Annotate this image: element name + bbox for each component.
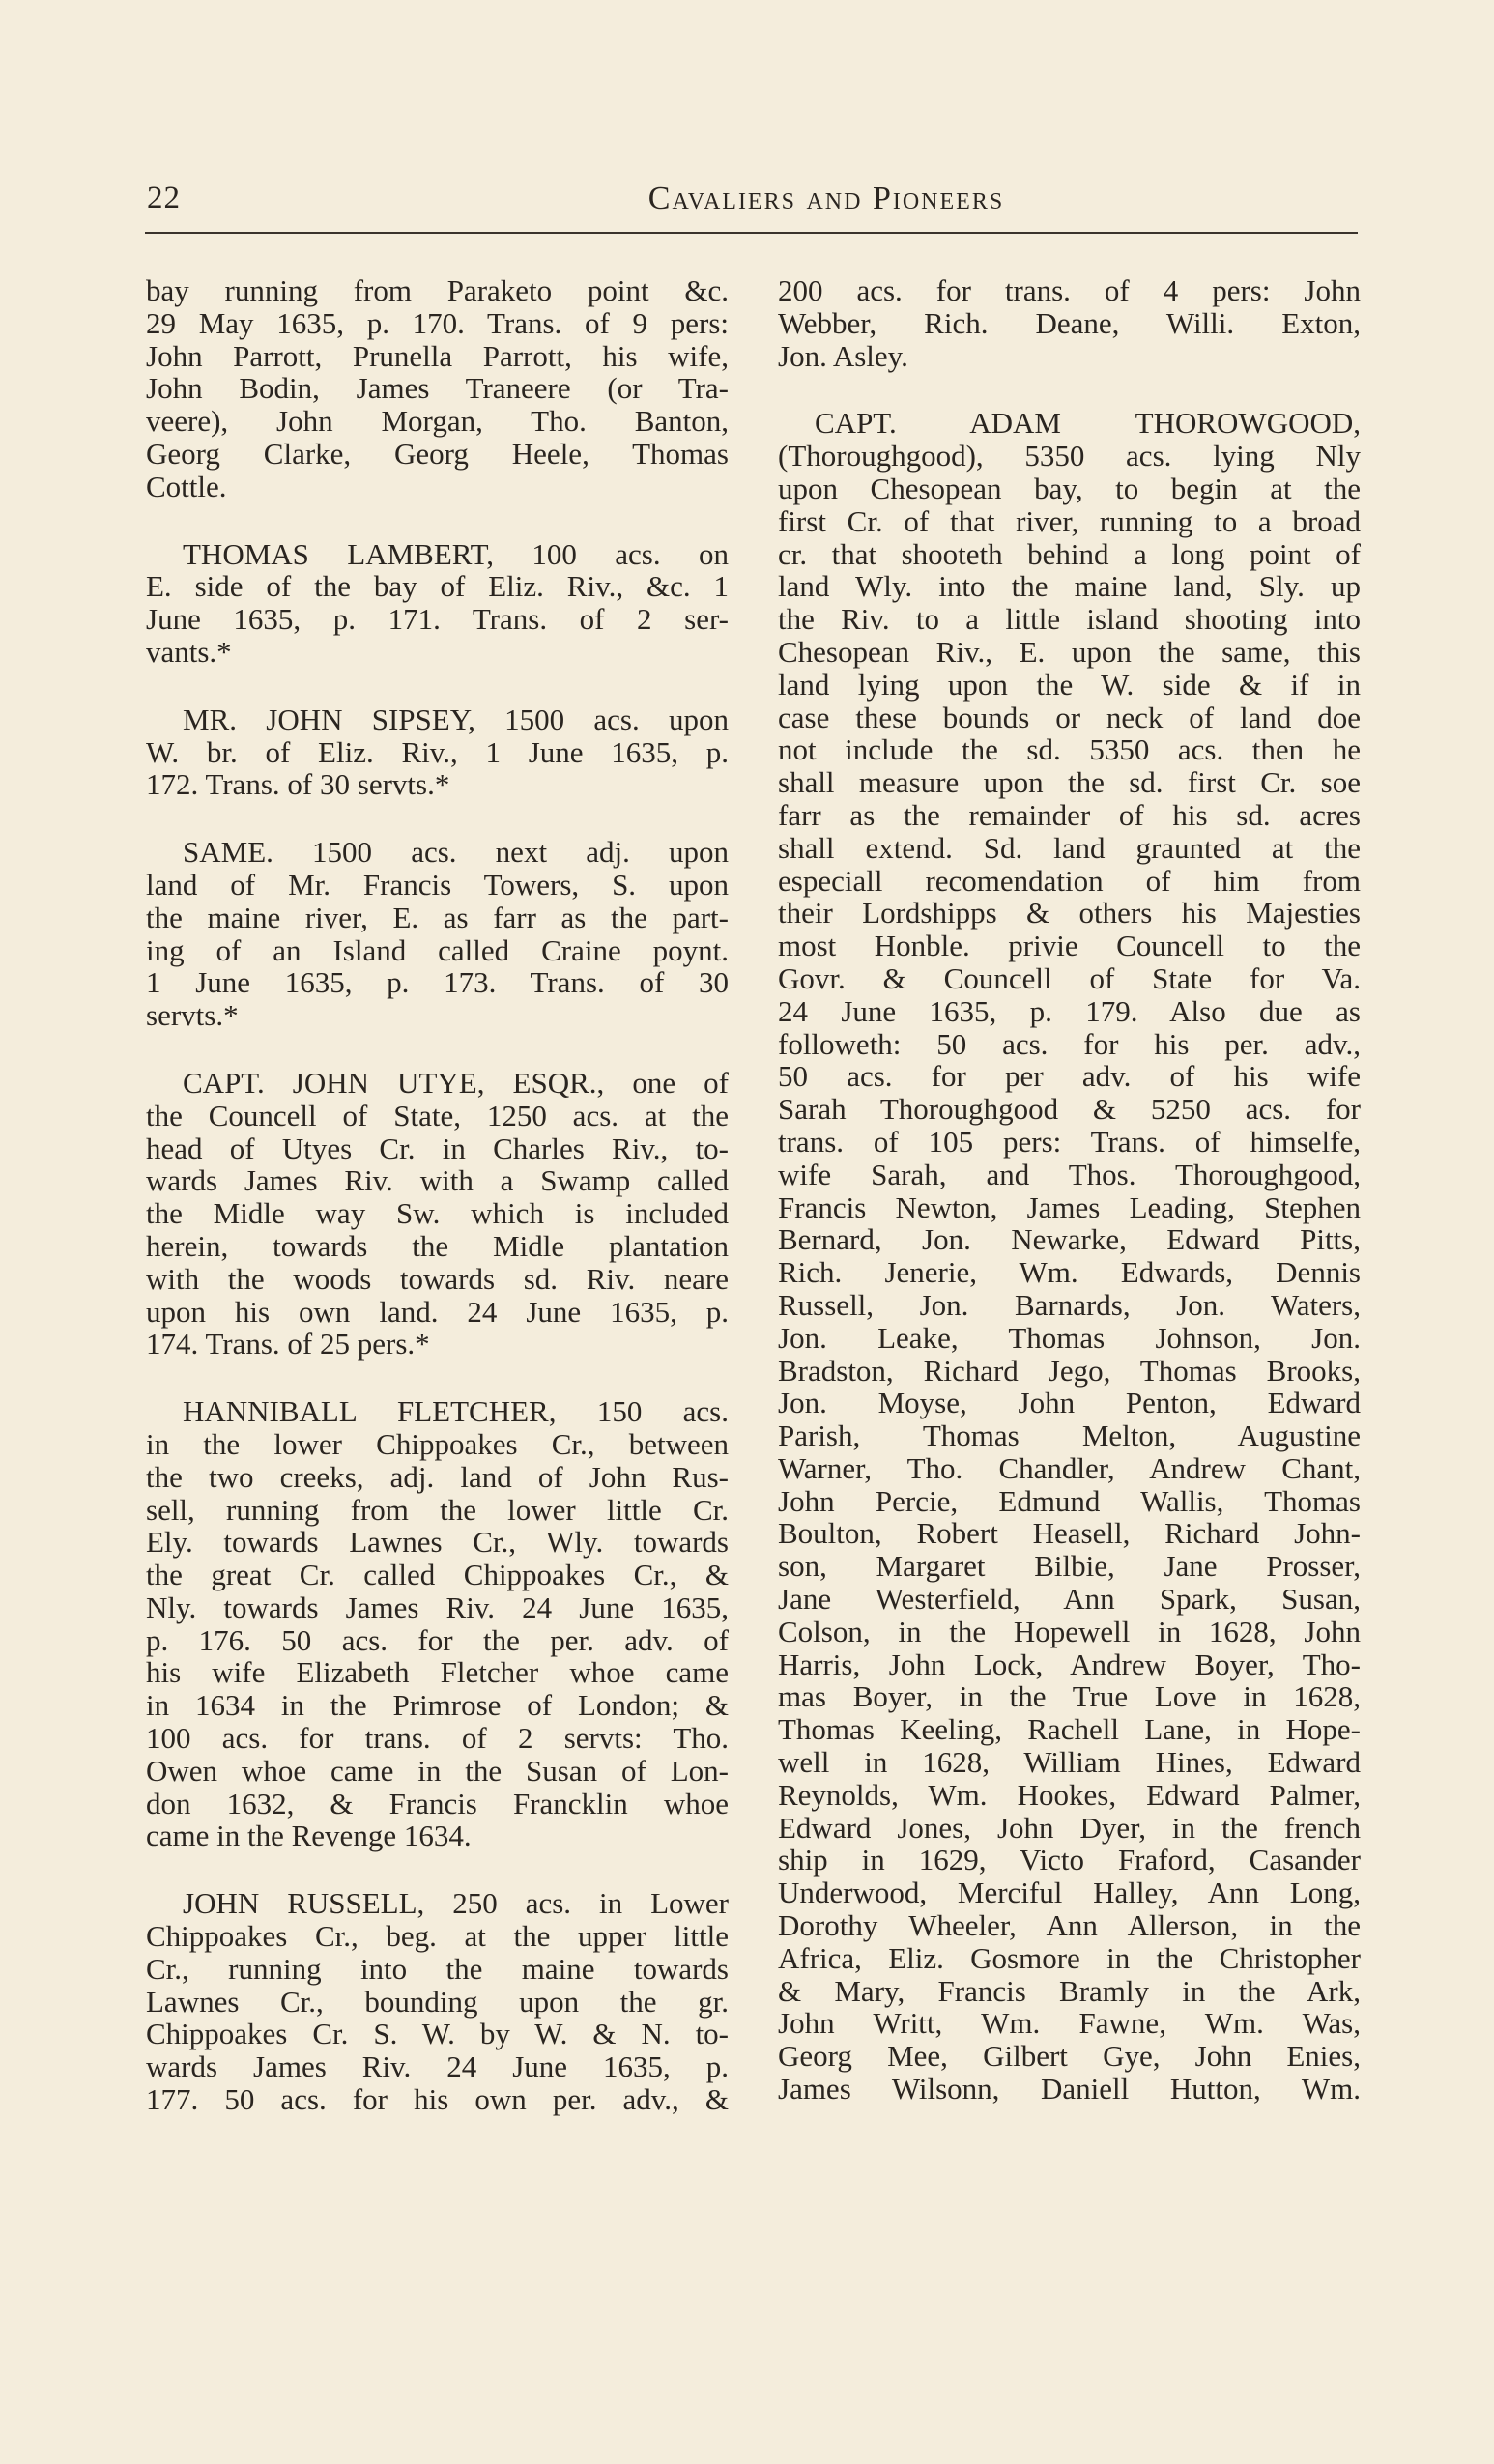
- right-column: [778, 274, 1361, 2140]
- text-line: THOMAS LAMBERT, 100 acs. on: [183, 536, 729, 571]
- text-line: cr. that shooteth behind a long point of: [778, 536, 1361, 571]
- text-line: Chippoakes Cr., beg. at the upper little: [146, 1919, 729, 1954]
- text-line: Reynolds, Wm. Hookes, Edward Palmer,: [778, 1777, 1361, 1812]
- text-entry: [146, 1067, 729, 1361]
- text-line: Chippoakes Cr. S. W. by W. & N. to-: [146, 2017, 729, 2051]
- text-line: trans. of 105 pers: Trans. of himselfe,: [778, 1124, 1361, 1159]
- text-line: Edward Jones, John Dyer, in the french: [778, 1810, 1361, 1845]
- text-line: 24 June 1635, p. 179. Also due as: [778, 993, 1361, 1028]
- text-line: 29 May 1635, p. 170. Trans. of 9 pers:: [146, 305, 729, 340]
- page-number: 22: [147, 181, 181, 215]
- text-line: Boulton, Robert Heasell, Richard John-: [778, 1516, 1361, 1551]
- text-line: wife Sarah, and Thos. Thoroughgood,: [778, 1157, 1361, 1191]
- text-line: mas Boyer, in the True Love in 1628,: [778, 1679, 1361, 1714]
- text-line: the Councell of State, 1250 acs. at the: [146, 1098, 729, 1132]
- text-line: E. side of the bay of Eliz. Riv., &c. 1: [146, 569, 729, 604]
- text-line: well in 1628, William Hines, Edward: [778, 1745, 1361, 1780]
- text-line: case these bounds or neck of land doe: [778, 700, 1361, 734]
- text-entry: [146, 703, 729, 801]
- text-line: don 1632, & Francis Francklin whoe: [146, 1786, 729, 1820]
- text-line: vants.*: [146, 634, 232, 669]
- text-line: Owen whoe came in the Susan of Lon-: [146, 1753, 729, 1788]
- text-line: (Thoroughgood), 5350 acs. lying Nly: [778, 439, 1361, 473]
- text-line: Colson, in the Hopewell in 1628, John: [778, 1614, 1361, 1648]
- text-line: Dorothy Wheeler, Ann Allerson, in the: [778, 1908, 1361, 1943]
- text-line: John Bodin, James Traneere (or Tra-: [146, 371, 729, 406]
- text-line: servts.*: [146, 998, 239, 1033]
- text-line: CAPT. JOHN UTYE, ESQR., one of: [183, 1065, 729, 1100]
- text-line: wards James Riv. with a Swamp called: [146, 1163, 729, 1198]
- text-line: Webber, Rich. Deane, Willi. Exton,: [778, 305, 1361, 340]
- text-line: p. 176. 50 acs. for the per. adv. of: [146, 1622, 729, 1657]
- text-line: shall extend. Sd. land graunted at the: [778, 830, 1361, 865]
- text-line: Jon. Moyse, John Penton, Edward: [778, 1386, 1361, 1420]
- text-line: CAPT. ADAM THOROWGOOD,: [815, 406, 1361, 441]
- text-entry: [146, 1887, 729, 2116]
- text-line: Africa, Eliz. Gosmore in the Christopher: [778, 1940, 1361, 1975]
- text-line: the two creeks, adj. land of John Rus-: [146, 1459, 729, 1494]
- text-line: shall measure upon the sd. first Cr. soe: [778, 765, 1361, 800]
- text-line: & Mary, Francis Bramly in the Ark,: [778, 1973, 1361, 2008]
- text-line: Warner, Tho. Chandler, Andrew Chant,: [778, 1450, 1361, 1485]
- text-line: ing of an Island called Craine poynt.: [146, 932, 729, 967]
- text-entry: [778, 407, 1361, 2105]
- text-line: 100 acs. for trans. of 2 servts: Tho.: [146, 1721, 729, 1756]
- text-line: the great Cr. called Chippoakes Cr., &: [146, 1558, 729, 1592]
- text-entry: [778, 274, 1361, 372]
- text-line: Cottle.: [146, 469, 227, 503]
- text-line: HANNIBALL FLETCHER, 150 acs.: [183, 1394, 729, 1429]
- text-line: 177. 50 acs. for his own per. adv., &: [146, 2082, 729, 2117]
- text-line: first Cr. of that river, running to a broad: [778, 503, 1361, 538]
- text-line: Georg Mee, Gilbert Gye, John Enies,: [778, 2039, 1361, 2074]
- text-line: sell, running from the lower little Cr.: [146, 1492, 729, 1527]
- text-line: especiall recomendation of him from: [778, 863, 1361, 898]
- text-line: head of Utyes Cr. in Charles Riv., to-: [146, 1131, 729, 1165]
- text-line: Ely. towards Lawnes Cr., Wly. towards: [146, 1525, 729, 1560]
- text-line: Nly. towards James Riv. 24 June 1635,: [146, 1590, 729, 1624]
- text-line: Georg Clarke, Georg Heele, Thomas: [146, 436, 729, 471]
- text-line: most Honble. privie Councell to the: [778, 929, 1361, 963]
- text-line: ship in 1629, Victo Fraford, Casander: [778, 1843, 1361, 1877]
- text-line: Sarah Thoroughgood & 5250 acs. for: [778, 1092, 1361, 1127]
- text-line: Lawnes Cr., bounding upon the gr.: [146, 1984, 729, 2019]
- text-line: John Parrott, Prunella Parrott, his wife,: [146, 338, 729, 373]
- text-line: his wife Elizabeth Fletcher whoe came: [146, 1655, 729, 1690]
- page-header: [145, 175, 1358, 223]
- text-line: 200 acs. for trans. of 4 pers: John: [778, 273, 1361, 307]
- text-line: Chesopean Riv., E. upon the same, this: [778, 634, 1361, 669]
- text-line: Jon. Asley.: [778, 338, 908, 373]
- text-line: Harris, John Lock, Andrew Boyer, Tho-: [778, 1647, 1361, 1681]
- text-line: veere), John Morgan, Tho. Banton,: [146, 404, 729, 439]
- header-rule: [145, 232, 1358, 234]
- running-title: Cavaliers and Pioneers: [647, 181, 1005, 216]
- text-line: upon Chesopean bay, to begin at the: [778, 471, 1361, 505]
- text-line: SAME. 1500 acs. next adj. upon: [183, 835, 729, 870]
- text-line: 1 June 1635, p. 173. Trans. of 30: [146, 965, 729, 1000]
- text-line: Govr. & Councell of State for Va.: [778, 960, 1361, 995]
- text-entry: [146, 836, 729, 1032]
- text-line: farr as the remainder of his sd. acres: [778, 797, 1361, 832]
- text-line: Bernard, Jon. Newarke, Edward Pitts,: [778, 1222, 1361, 1257]
- text-line: the Midle way Sw. which is included: [146, 1196, 729, 1231]
- text-entry: [146, 274, 729, 503]
- text-line: herein, towards the Midle plantation: [146, 1228, 729, 1263]
- text-line: not include the sd. 5350 acs. then he: [778, 732, 1361, 767]
- text-line: bay running from Paraketo point &c.: [146, 273, 729, 307]
- text-line: John Writt, Wm. Fawne, Wm. Was,: [778, 2006, 1361, 2041]
- text-line: 172. Trans. of 30 servts.*: [146, 767, 450, 802]
- text-line: their Lordshipps & others his Majesties: [778, 896, 1361, 931]
- text-line: Thomas Keeling, Rachell Lane, in Hope-: [778, 1712, 1361, 1747]
- text-line: 50 acs. for per adv. of his wife: [778, 1059, 1361, 1094]
- text-line: land Wly. into the maine land, Sly. up: [778, 569, 1361, 604]
- text-line: Cr., running into the maine towards: [146, 1951, 729, 1986]
- left-column: [146, 274, 729, 2151]
- text-line: Russell, Jon. Barnards, Jon. Waters,: [778, 1287, 1361, 1322]
- text-line: the Riv. to a little island shooting into: [778, 602, 1361, 637]
- text-line: James Wilsonn, Daniell Hutton, Wm.: [778, 2072, 1361, 2106]
- text-line: JOHN RUSSELL, 250 acs. in Lower: [183, 1886, 729, 1921]
- text-line: son, Margaret Bilbie, Jane Prosser,: [778, 1549, 1361, 1584]
- text-line: came in the Revenge 1634.: [146, 1819, 472, 1853]
- text-entry: [146, 538, 729, 669]
- text-line: in the lower Chippoakes Cr., between: [146, 1426, 729, 1461]
- text-line: Underwood, Merciful Halley, Ann Long,: [778, 1876, 1361, 1910]
- text-line: upon his own land. 24 June 1635, p.: [146, 1294, 729, 1329]
- text-line: Francis Newton, James Leading, Stephen: [778, 1189, 1361, 1224]
- text-line: Bradston, Richard Jego, Thomas Brooks,: [778, 1353, 1361, 1388]
- text-line: with the woods towards sd. Riv. neare: [146, 1261, 729, 1296]
- text-line: June 1635, p. 171. Trans. of 2 ser-: [146, 602, 729, 637]
- text-line: the maine river, E. as farr as the part-: [146, 900, 729, 934]
- text-line: wards James Riv. 24 June 1635, p.: [146, 2049, 729, 2084]
- text-line: W. br. of Eliz. Riv., 1 June 1635, p.: [146, 734, 729, 769]
- text-line: followeth: 50 acs. for his per. adv.,: [778, 1026, 1361, 1061]
- text-line: MR. JOHN SIPSEY, 1500 acs. upon: [183, 702, 729, 736]
- text-entry: [146, 1395, 729, 1852]
- text-line: Jane Westerfield, Ann Spark, Susan,: [778, 1582, 1361, 1617]
- text-line: Rich. Jenerie, Wm. Edwards, Dennis: [778, 1255, 1361, 1290]
- text-line: John Percie, Edmund Wallis, Thomas: [778, 1483, 1361, 1518]
- text-line: in 1634 in the Primrose of London; &: [146, 1688, 729, 1723]
- text-line: Jon. Leake, Thomas Johnson, Jon.: [778, 1320, 1361, 1355]
- text-line: land lying upon the W. side & if in: [778, 667, 1361, 702]
- text-line: Parish, Thomas Melton, Augustine: [778, 1418, 1361, 1453]
- text-line: 174. Trans. of 25 pers.*: [146, 1327, 430, 1361]
- text-line: land of Mr. Francis Towers, S. upon: [146, 867, 729, 902]
